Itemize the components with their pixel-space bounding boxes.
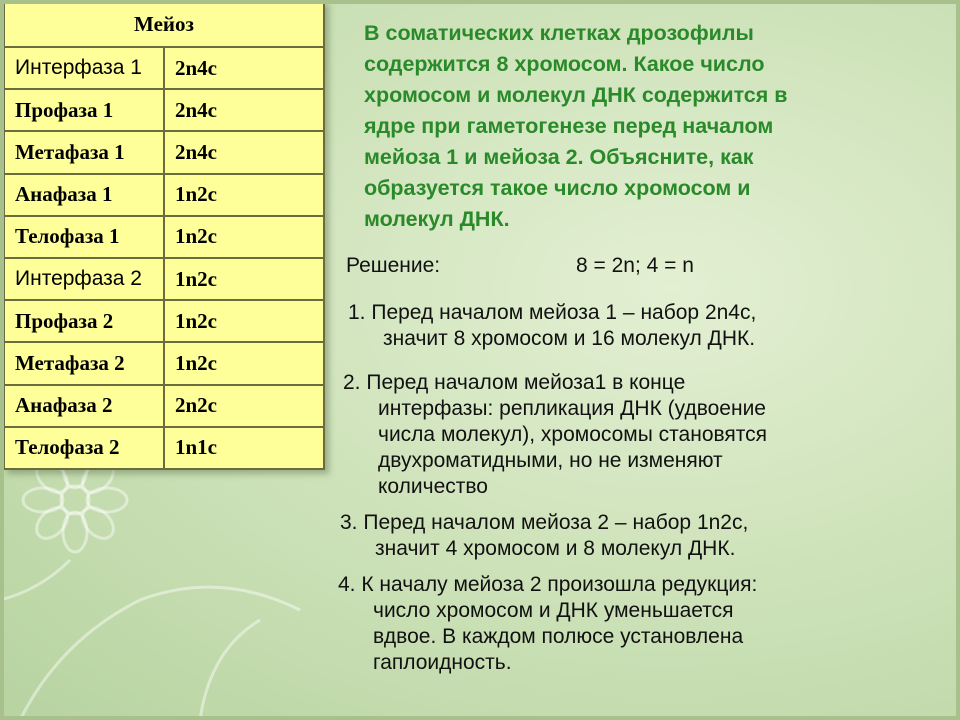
phase-cell: Метафаза 2: [4, 342, 164, 384]
solution-point-3: [340, 510, 748, 562]
table-row: [4, 174, 324, 216]
solution-point-4: [338, 572, 757, 676]
question-line: образуется такое число хромосом и: [364, 176, 751, 200]
question-line: мейоза 1 и мейоза 2. Объясните, как: [364, 145, 754, 169]
meiosis-table-container: [3, 0, 325, 470]
phase-cell: Анафаза 1: [4, 174, 164, 216]
point-line: 2. Перед началом мейоза1 в конце: [343, 371, 686, 394]
table-row: [4, 89, 324, 131]
table-row: [4, 258, 324, 300]
formula-cell: 1n2c: [164, 342, 324, 384]
point-line: числа молекул), хромосомы становятся: [378, 423, 768, 446]
phase-cell: Метафаза 1: [4, 131, 164, 173]
point-line: значит 8 хромосом и 16 молекул ДНК.: [383, 327, 756, 350]
question-line: ядре при гаметогенезе перед началом: [364, 114, 774, 138]
table-row: [4, 300, 324, 342]
phase-cell: Профаза 1: [4, 89, 164, 131]
phase-cell: Интерфаза 2: [4, 258, 164, 300]
point-line: 3. Перед началом мейоза 2 – набор 1n2c,: [340, 511, 749, 534]
question-text: [364, 18, 924, 235]
phase-cell: Профаза 2: [4, 300, 164, 342]
point-line: число хромосом и ДНК уменьшается: [373, 599, 734, 622]
table-row: [4, 131, 324, 173]
solution-label: Решение:: [346, 254, 441, 277]
point-line: вдвое. В каждом полюсе установлена: [373, 625, 744, 648]
table-row: [4, 47, 324, 89]
phase-cell: Телофаза 1: [4, 216, 164, 258]
formula-cell: 1n2c: [164, 258, 324, 300]
point-line: 4. К началу мейоза 2 произошла редукция:: [338, 573, 758, 596]
table-row: [4, 342, 324, 384]
formula-cell: 2n4c: [164, 131, 324, 173]
table-row: [4, 427, 324, 469]
table-header: Мейоз: [4, 1, 324, 47]
phase-cell: Интерфаза 1: [4, 47, 164, 89]
phase-cell: Анафаза 2: [4, 385, 164, 427]
question-line: молекул ДНК.: [364, 207, 510, 231]
question-line: В соматических клетках дрозофилы: [364, 21, 754, 45]
question-line: содержится 8 хромосом. Какое число: [364, 52, 765, 76]
point-line: двухроматидными, но не изменяют: [378, 449, 723, 472]
formula-cell: 2n2c: [164, 385, 324, 427]
table-header-row: [4, 1, 324, 47]
solution-equation: 8 = 2n; 4 = n: [576, 254, 694, 277]
formula-cell: 1n2c: [164, 174, 324, 216]
formula-cell: 1n2c: [164, 300, 324, 342]
point-line: интерфазы: репликация ДНК (удвоение: [378, 397, 766, 420]
formula-cell: 2n4c: [164, 89, 324, 131]
point-line: 1. Перед началом мейоза 1 – набор 2n4c,: [348, 301, 757, 324]
phase-cell: Телофаза 2: [4, 427, 164, 469]
point-line: гаплоидность.: [373, 651, 512, 674]
formula-cell: 1n2c: [164, 216, 324, 258]
table-row: [4, 385, 324, 427]
solution-point-1: [348, 300, 756, 352]
point-line: количество: [378, 475, 488, 498]
meiosis-table: [3, 0, 325, 470]
formula-cell: 2n4c: [164, 47, 324, 89]
point-line: значит 4 хромосом и 8 молекул ДНК.: [375, 537, 736, 560]
solution-point-2: [343, 370, 767, 500]
question-line: хромосом и молекул ДНК содержится в: [364, 83, 788, 107]
table-row: [4, 216, 324, 258]
formula-cell: 1n1c: [164, 427, 324, 469]
